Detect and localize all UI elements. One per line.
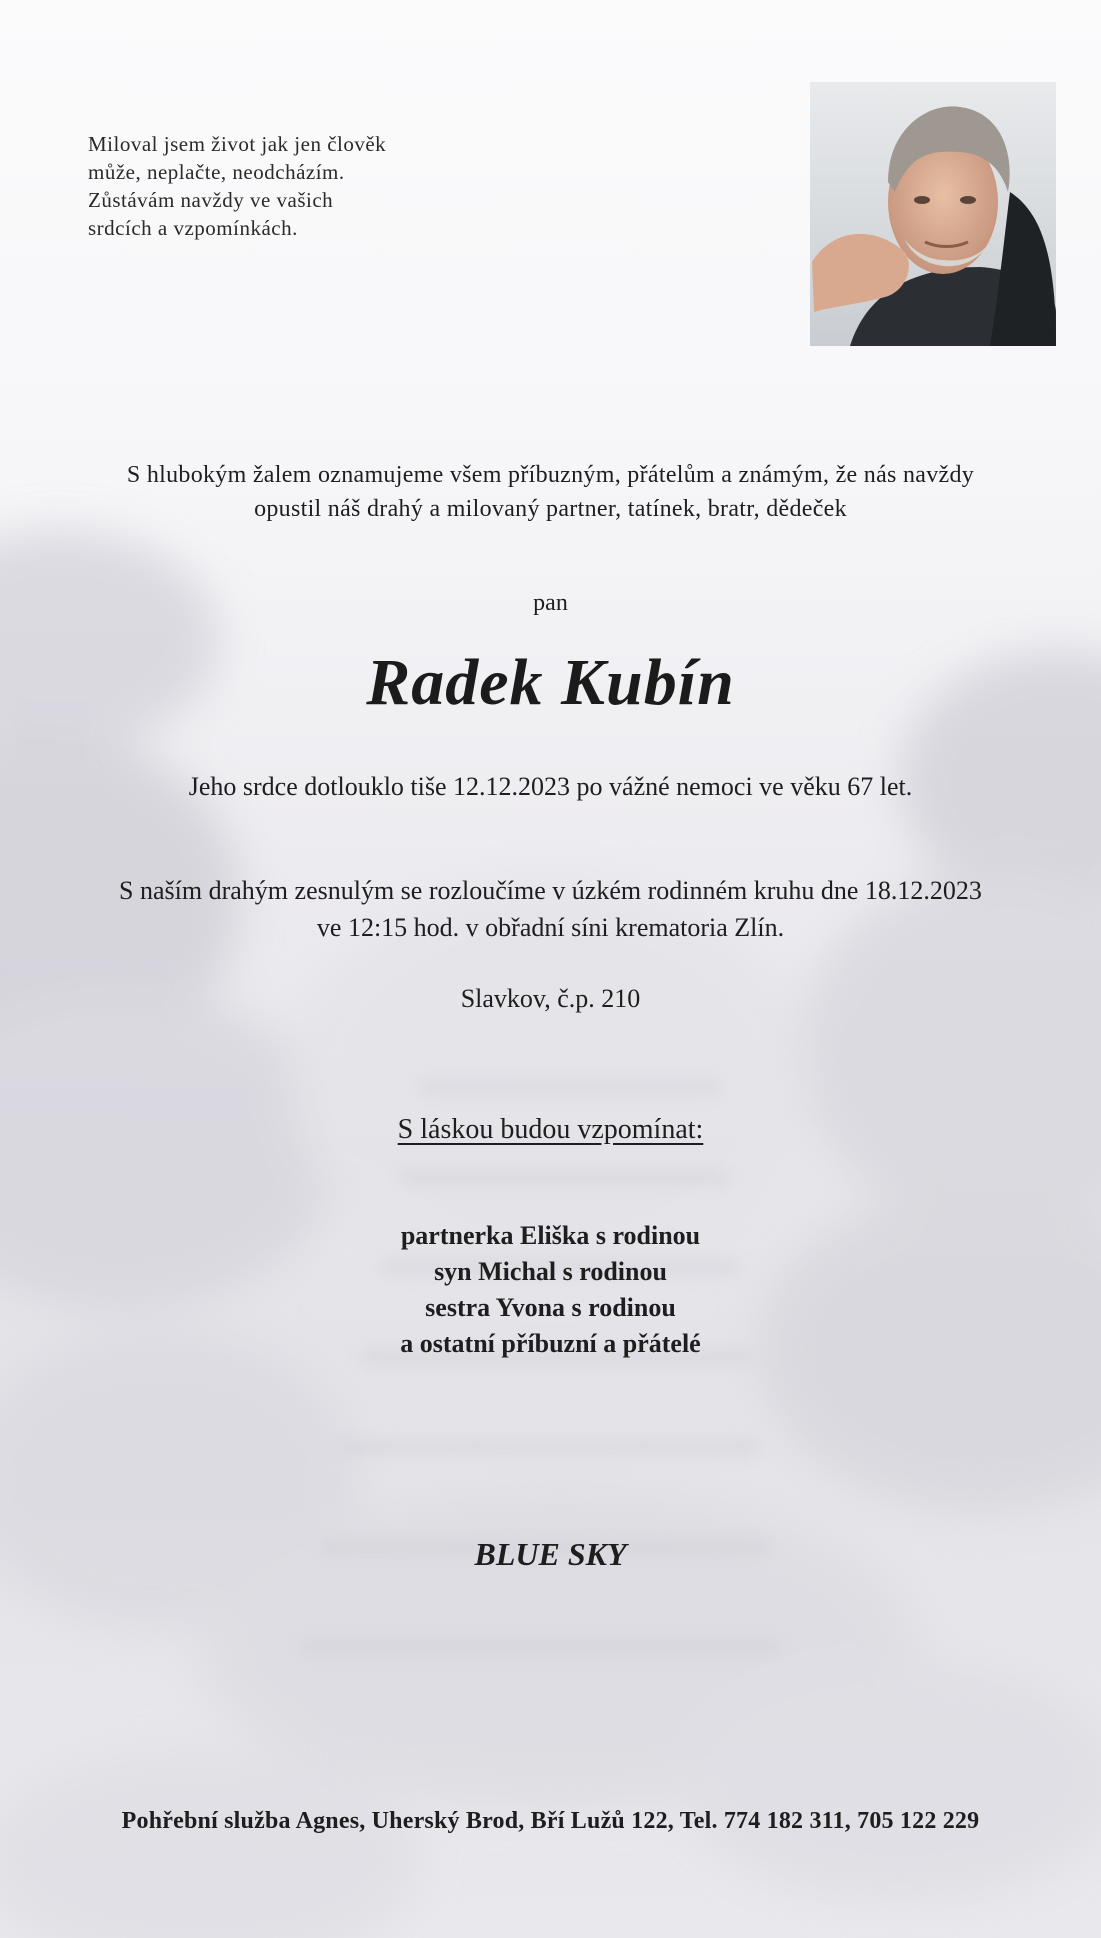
death-notice: Jeho srdce dotlouklo tiše 12.12.2023 po vážné nemoci ve věku 67 let. bbox=[188, 772, 913, 801]
honorific: pan bbox=[533, 590, 568, 616]
funeral-details bbox=[0, 872, 1101, 946]
mourner-item: sestra Yvona s rodinou bbox=[425, 1293, 676, 1322]
announcement bbox=[0, 458, 1101, 526]
verse-line: může, neplačte, neodcházím. bbox=[88, 160, 345, 184]
portrait-illustration bbox=[810, 82, 1056, 346]
announcement-line: opustil náš drahý a milovaný partner, tatínek, bratr, dědeček bbox=[254, 496, 847, 522]
verse-line: srdcích a vzpomínkách. bbox=[88, 216, 298, 240]
deceased-name: Radek Kubín bbox=[366, 646, 735, 719]
funeral-line: S naším drahým zesnulým se rozloučíme v úzkém rodinném kruhu dne 18.12.2023 bbox=[119, 876, 982, 905]
mourner-item: syn Michal s rodinou bbox=[434, 1257, 667, 1286]
verse-line: Miloval jsem život jak jen člověk bbox=[88, 132, 387, 156]
mourners-heading: S láskou budou vzpomínat: bbox=[397, 1114, 704, 1145]
mourner-item: partnerka Eliška s rodinou bbox=[400, 1221, 701, 1250]
memorial-verse bbox=[88, 130, 488, 242]
mourners-list bbox=[0, 1218, 1101, 1362]
song-title: BLUE SKY bbox=[474, 1536, 627, 1572]
verse-line: Zůstávám navždy ve vašich bbox=[88, 188, 334, 212]
funeral-service-footer: Pohřební služba Agnes, Uherský Brod, Bří Lužů 122, Tel. 774 182 311, 705 122 229 bbox=[121, 1808, 980, 1834]
mourner-item: a ostatní příbuzní a přátelé bbox=[400, 1329, 701, 1358]
portrait-photo bbox=[810, 82, 1056, 346]
funeral-line: ve 12:15 hod. v obřadní síni krematoria Zlín. bbox=[316, 913, 785, 942]
announcement-line: S hlubokým žalem oznamujeme všem příbuzným, přátelům a známým, že nás navždy bbox=[126, 462, 975, 488]
address: Slavkov, č.p. 210 bbox=[460, 984, 641, 1013]
